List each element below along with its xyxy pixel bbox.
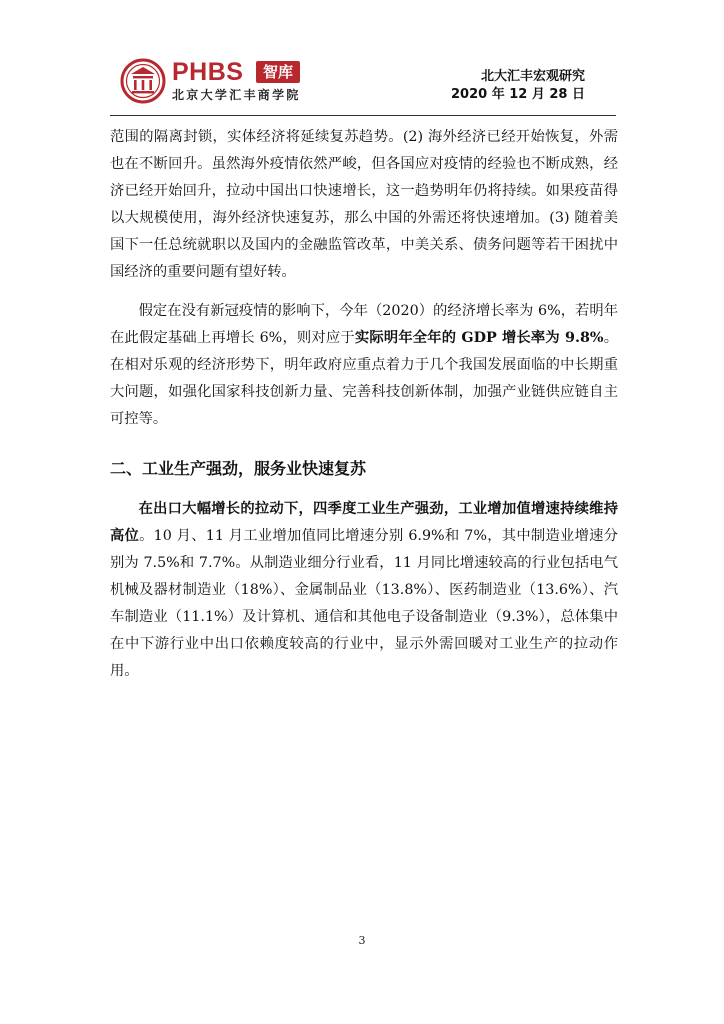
paragraph-3 [110,496,618,685]
pku-seal-icon [120,58,166,104]
report-title: 北大汇丰宏观研究 [480,69,585,84]
paragraph-2-bold: 实际明年全年的 GDP 增长率为 9.8% [354,330,604,346]
phbs-logo [120,58,320,108]
paragraph-1: 范围的隔离封锁，实体经济将延续复苏趋势。(2) 海外经济已经开始恢复，外需也在不断回升。虽然海外疫情依然严峻，但各国应对疫情的经验也不断成熟，经济已经开始回升，拉动中国出口快速增长，这一趋势明年仍将持续。如果疫苗得以大规模使用，海外经济快速复苏，那么中国的外需还将快速增加。(3) 随着美国下一任总统就职以及国内的金融监管改革，中美关系、债务问题等若干困扰中国经济的重要问题有望好转。 [110,129,618,280]
paragraph-3-text: 。10 月、11 月工业增加值同比增速分别 6.9%和 7%，其中制造业增速分别为 7.5%和 7.7%。从制造业细分行业看，11 月同比增速较高的行业包括电气机械及器材制造业（18%）、金属制品业（13.8%）、医药制造业（13.6%）、汽车制造业（11.1%）及计算机、通信和其他电子设备制造业（9.3%），总体集中在中下游行业中出口依赖度较高的行业中，显示外需回暖对工业生产的拉动作用。 [110,528,618,679]
document-body [110,124,618,685]
paragraph-2-text-b: 。在相对乐观的经济形势下，明年政府应重点着力于几个我国发展面临的中长期重大问题，如强化国家科技创新力量、完善科技创新体制，加强产业链供应链自主可控等。 [110,330,618,427]
brand-en: PHBS [172,58,244,86]
page-header [0,0,724,120]
header-divider [110,115,616,116]
school-name: 北京大学汇丰商学院 [172,88,301,102]
page-number: 3 [358,934,366,947]
report-date: 2020 年 12 月 28 日 [451,87,585,102]
section-heading: 二、工业生产强劲，服务业快速复苏 [110,459,367,478]
report-meta [451,68,585,104]
paragraph-2-text-a: 假定在没有新冠疫情的影响下，今年（2020）的经济增长率为 6%，若明年在此假定基础上再增长 6%，则对应于 [110,303,618,346]
paragraph-2 [110,298,618,433]
paragraph-3-bold: 在出口大幅增长的拉动下，四季度工业生产强劲，工业增加值增速持续维持高位 [110,501,618,544]
brand-zh-badge: 智库 [256,61,300,83]
